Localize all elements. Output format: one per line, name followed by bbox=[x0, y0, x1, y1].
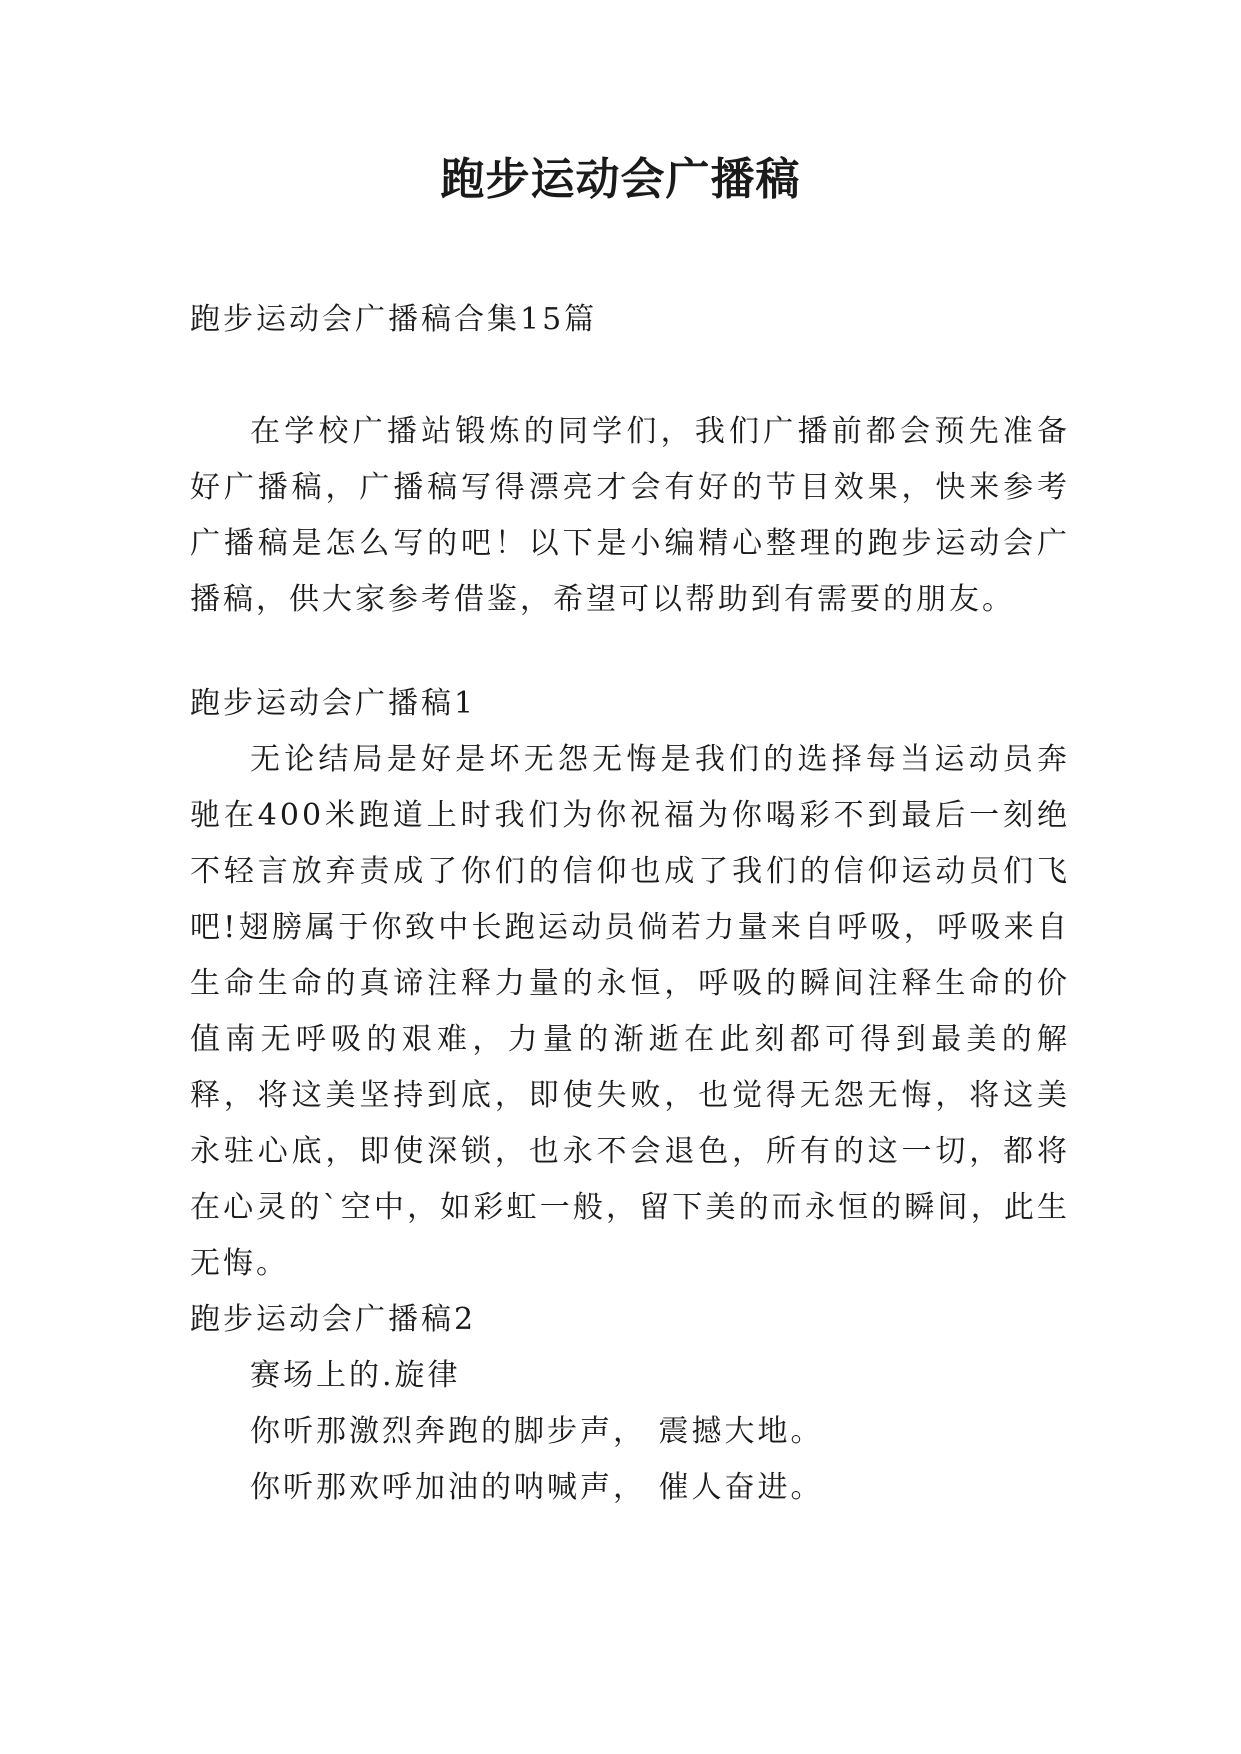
section-2-heading: 跑步运动会广播稿2 bbox=[190, 1302, 477, 1337]
intro-paragraph: 在学校广播站锻炼的同学们，我们广播前都会预先准备好广播稿，广播稿写得漂亮才会有好的节目效果，快来参考广播稿是怎么写的吧！以下是小编精心整理的跑步运动会广播稿，供大家参考借鉴，希望可以帮助到有需要的朋友。 bbox=[190, 414, 1070, 617]
document-title: 跑步运动会广播稿 bbox=[440, 154, 801, 205]
section-2-line: 你听那欢呼加油的呐喊声， 催人奋进。 bbox=[250, 1470, 824, 1505]
section-1-heading: 跑步运动会广播稿1 bbox=[190, 686, 477, 721]
section-1-paragraph: 无论结局是好是坏无怨无悔是我们的选择每当运动员奔驰在400米跑道上时我们为你祝福为你喝彩不到最后一刻绝不轻言放弃责成了你们的信仰也成了我们的信仰运动员们飞吧!翅膀属于你致中长跑运动员倘若力量来自呼吸，呼吸来自生命生命的真谛注释力量的永恒，呼吸的瞬间注释生命的价值南无呼吸的艰难，力量的渐逝在此刻都可得到最美的解释，将这美坚持到底，即使失败，也觉得无怨无悔，将这美永驻心底，即使深锁，也永不会退色，所有的这一切，都将在心灵的`空中，如彩虹一般，留下美的而永恒的瞬间，此生无悔。 bbox=[190, 742, 1070, 1281]
document-body bbox=[190, 292, 1070, 1516]
section-2-line: 赛场上的.旋律 bbox=[250, 1358, 461, 1393]
section-2-line: 你听那激烈奔跑的脚步声， 震撼大地。 bbox=[250, 1414, 824, 1449]
document-subtitle: 跑步运动会广播稿合集15篇 bbox=[190, 302, 598, 337]
